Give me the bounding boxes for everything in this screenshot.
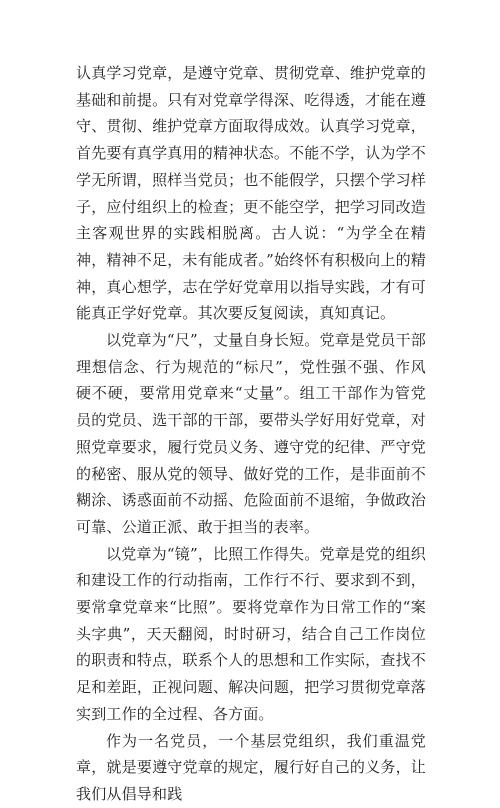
paragraph-study-party-constitution: 认真学习党章，是遵守党章、贯彻党章、维护党章的基础和前提。只有对党章学得深、吃得透，才能在遵守、贯彻、维护党章方面取得成效。认真学习党章，首先要有真学真用的精神状态。不能不学，认为学不学无所谓，照样当党员；也不能假学，只摆个学习样子，应付组织上的检查；更不能空学，把学习同改造主客观世界的实践相脱离。古人说：“为学全在精神，精神不足，未有能成者。”始终怀有积极向上的精神，真心想学，志在学好党章用以指导实践，才有可能真正学好党章。其次要反复阅读，真知真记。 — [76, 64, 426, 323]
paragraph-constitution-as-mirror: 以党章为“镜”，比照工作得失。党章是党的组织和建设工作的行动指南，工作行不行、要求到不到，要常拿党章来“比照”。要将党章作为日常工作的“案头字典”，天天翻阅，时时研习，结合自己工作岗位的职责和特点，联系个人的思想和工作实际，查找不足和差距，正视问题、解决问题，把学习贯彻党章落实到工作的全过程、各方面。 — [76, 544, 426, 723]
paragraph-party-member-duty: 作为一名党员，一个基层党组织，我们重温党章，就是要遵守党章的规定，履行好自己的义务，让我们从倡导和践 — [76, 731, 426, 803]
paragraph-constitution-as-ruler: 以党章为“尺”，丈量自身长短。党章是党员干部理想信念、行为规范的“标尺”，党性强不强、作风硬不硬，要常用党章来“丈量”。组工干部作为管党员的党员、选干部的干部，要带头学好用好党章，对照党章要求，履行党员义务、遵守党的纪律、严守党的秘密、服从党的领导、做好党的工作，是非面前不糊涂、诱惑面前不动摇、危险面前不退缩，争做政治可靠、公道正派、敢于担当的表率。 — [76, 331, 426, 536]
